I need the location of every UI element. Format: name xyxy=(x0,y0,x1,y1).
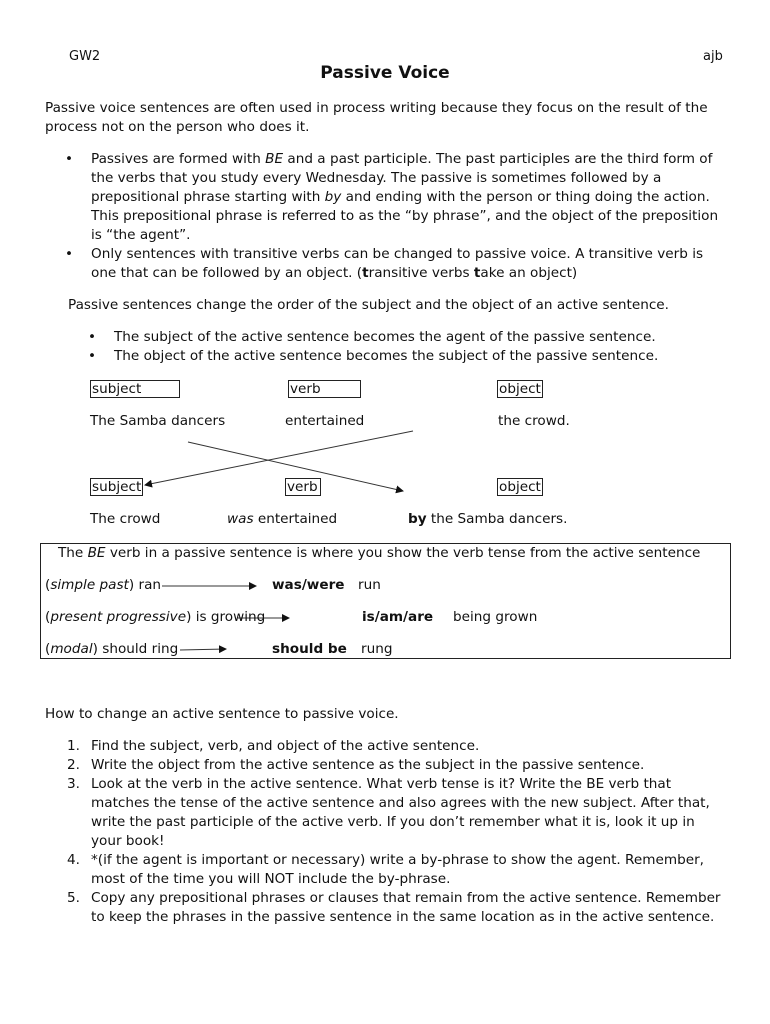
step-number: 2. xyxy=(67,757,80,773)
step-number: 5. xyxy=(67,890,80,906)
howto-title: How to change an active sentence to passive voice. xyxy=(45,706,399,722)
active-object: the crowd. xyxy=(498,413,570,429)
tense-row-simple-past: (simple past) ran xyxy=(45,577,162,593)
header-right: ajb xyxy=(703,49,723,64)
passive-agent: by the Samba dancers. xyxy=(408,511,568,527)
object-label-box-2: object xyxy=(499,479,541,495)
be-present-progressive: is/am/are xyxy=(362,609,434,625)
header-left: GW2 xyxy=(69,49,101,64)
be-simple-past: was/were xyxy=(272,577,345,593)
object-label-box: object xyxy=(499,381,541,397)
bullet-marker: • xyxy=(65,151,74,167)
tense-box-heading: The BE verb in a passive sentence is where you show the verb tense from the active sentence xyxy=(58,545,701,561)
order-intro: Passive sentences change the order of the subject and the object of an active sentence. xyxy=(68,297,669,313)
participle-present-progressive: being grown xyxy=(453,609,538,625)
intro-paragraph: Passive voice sentences are often used in process writing because they focus on the result of the process not on the person who does it. xyxy=(45,100,708,135)
subject-label-box-2: subject xyxy=(92,479,142,495)
step-text: Copy any prepositional phrases or clauses that remain from the active sentence. Remember to keep the phrases in the passive sentence in the same location as in the active sentence. xyxy=(91,890,721,925)
page-title: Passive Voice xyxy=(320,63,450,83)
list-item xyxy=(45,775,725,851)
bullet-marker: • xyxy=(65,246,74,262)
list-item: • The subject of the active sentence becomes the agent of the passive sentence. xyxy=(88,329,656,345)
list-item: • Passives are formed with BE and a past participle. The past participles are the third form of the verbs that you study every Wednesday. The passive is sometimes followed by a prepositional phrase starting with by and ending with the person or thing doing the action. This prepositional phrase is referred to as the “by phrase”, and the object of the preposition is “the agent”. xyxy=(65,151,719,243)
be-modal: should be xyxy=(272,641,347,657)
bullet-marker: • xyxy=(88,348,97,364)
list-item xyxy=(45,851,725,889)
participle-simple-past: run xyxy=(358,577,381,593)
tense-row-modal: (modal) should ring xyxy=(45,641,179,657)
verb-label-box-2: verb xyxy=(285,478,321,496)
step-text: *(if the agent is important or necessary) write a by-phrase to show the agent. Remember, most of the time you will NOT include the by-phrase. xyxy=(91,852,704,887)
step-number: 3. xyxy=(67,776,80,792)
subject-label-box: subject xyxy=(90,380,180,398)
bullet-marker: • xyxy=(88,329,97,345)
list-item xyxy=(45,889,725,927)
list-item xyxy=(45,756,725,775)
list-item xyxy=(45,737,725,756)
arrow-object-to-subject xyxy=(145,431,413,485)
passive-subject: The crowd xyxy=(90,511,161,527)
list-item: • The object of the active sentence becomes the subject of the passive sentence. xyxy=(88,348,659,364)
step-text: Find the subject, verb, and object of the active sentence. xyxy=(91,738,480,754)
step-text: Look at the verb in the active sentence. What verb tense is it? Write the BE verb that matches the tense of the active sentence and also agrees with the new subject. After that, write the past participle of the active verb. If you don’t remember what it is, look it up in your book! xyxy=(91,776,710,849)
list-item: • Only sentences with transitive verbs can be changed to passive voice. A transitive verb is one that can be followed by an object. (transitive verbs take an object) xyxy=(65,246,704,281)
tense-row-present-progressive: (present progressive) is growing xyxy=(45,609,266,625)
participle-modal: rung xyxy=(361,641,393,657)
steps-list xyxy=(45,737,725,927)
step-text: Write the object from the active sentence as the subject in the passive sentence. xyxy=(91,757,645,773)
verb-label-box: verb xyxy=(288,380,361,398)
active-subject: The Samba dancers xyxy=(90,413,226,429)
step-number: 1. xyxy=(67,738,80,754)
passive-verb: was entertained xyxy=(227,511,338,527)
active-verb: entertained xyxy=(285,413,365,429)
step-number: 4. xyxy=(67,852,80,868)
